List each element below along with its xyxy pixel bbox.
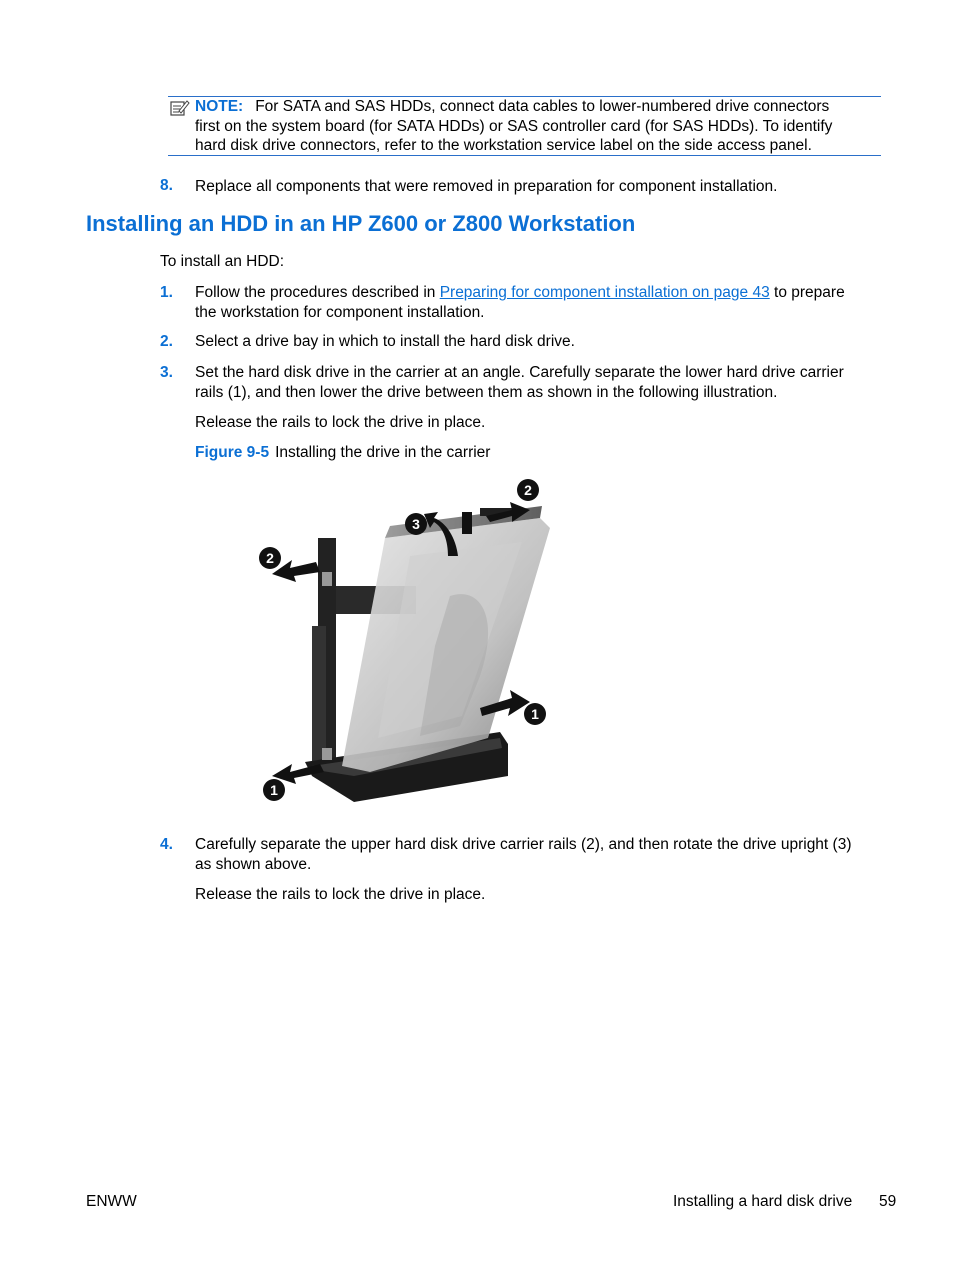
callout-2-left (259, 547, 281, 569)
callout-1-lower-left (263, 779, 285, 801)
note-box (168, 96, 881, 156)
step-3-line-2: rails (1), and then lower the drive between them as shown in the following illustration. (195, 383, 778, 401)
step-3-text (195, 363, 844, 402)
figure-label: Figure 9-5 (195, 444, 270, 461)
step-4-number: 4. (160, 836, 173, 853)
callout-2-top (517, 479, 539, 501)
page-number: 59 (879, 1193, 897, 1210)
step-8-text: Replace all components that were removed in preparation for component installation. (195, 178, 778, 195)
step-4-line-2: as shown above. (195, 855, 312, 873)
callout-1-lower-right (524, 703, 546, 725)
callout-3 (405, 513, 427, 535)
step-8-number: 8. (160, 177, 173, 194)
callout-2-label: 2 (266, 550, 274, 566)
hard-disk-drive (342, 506, 550, 772)
step-2-number: 2. (160, 333, 173, 350)
step-4-text (195, 835, 852, 874)
step-1-number: 1. (160, 284, 173, 301)
step-1-pre: Follow the procedures described in (195, 284, 440, 301)
hdd-carrier-illustration (250, 476, 560, 808)
note-line-2: first on the system board (for SATA HDDs) or SAS controller card (for SAS HDDs). To identify (195, 117, 833, 135)
footer-left: ENWW (86, 1193, 137, 1210)
preparing-installation-link[interactable]: Preparing for component installation on page 43 (439, 284, 770, 301)
callout-1-label-b: 1 (270, 782, 278, 798)
step-1-line-2: the workstation for component installation. (195, 303, 485, 321)
footer-section-title: Installing a hard disk drive (673, 1193, 853, 1210)
section-heading: Installing an HDD in an HP Z600 or Z800 Workstation (86, 211, 636, 236)
step-1-text (195, 283, 845, 322)
callout-2-label-b: 2 (524, 482, 532, 498)
step-3-after: Release the rails to lock the drive in place. (195, 414, 486, 431)
note-label: NOTE: (195, 98, 244, 115)
step-3-line-1: Set the hard disk drive in the carrier at an angle. Carefully separate the lower hard drive carrier (195, 364, 844, 381)
step-1-post: to prepare (769, 284, 845, 301)
step-2-text: Select a drive bay in which to install the hard disk drive. (195, 333, 575, 350)
note-line-3: hard disk drive connectors, refer to the workstation service label on the side access panel. (195, 137, 812, 154)
step-4-after: Release the rails to lock the drive in place. (195, 886, 486, 903)
section-intro: To install an HDD: (160, 253, 285, 270)
note-pencil-icon (170, 99, 190, 117)
figure-caption-text: Installing the drive in the carrier (275, 444, 491, 461)
figure-caption (195, 443, 490, 463)
callout-1-label: 1 (531, 706, 539, 722)
callout-3-label: 3 (412, 516, 420, 532)
note-line-1: For SATA and SAS HDDs, connect data cables to lower-numbered drive connectors (255, 98, 830, 115)
step-4-line-1: Carefully separate the upper hard disk drive carrier rails (2), and then rotate the drive upright (3) (195, 836, 852, 853)
step-3-number: 3. (160, 364, 173, 381)
note-text (195, 97, 880, 156)
